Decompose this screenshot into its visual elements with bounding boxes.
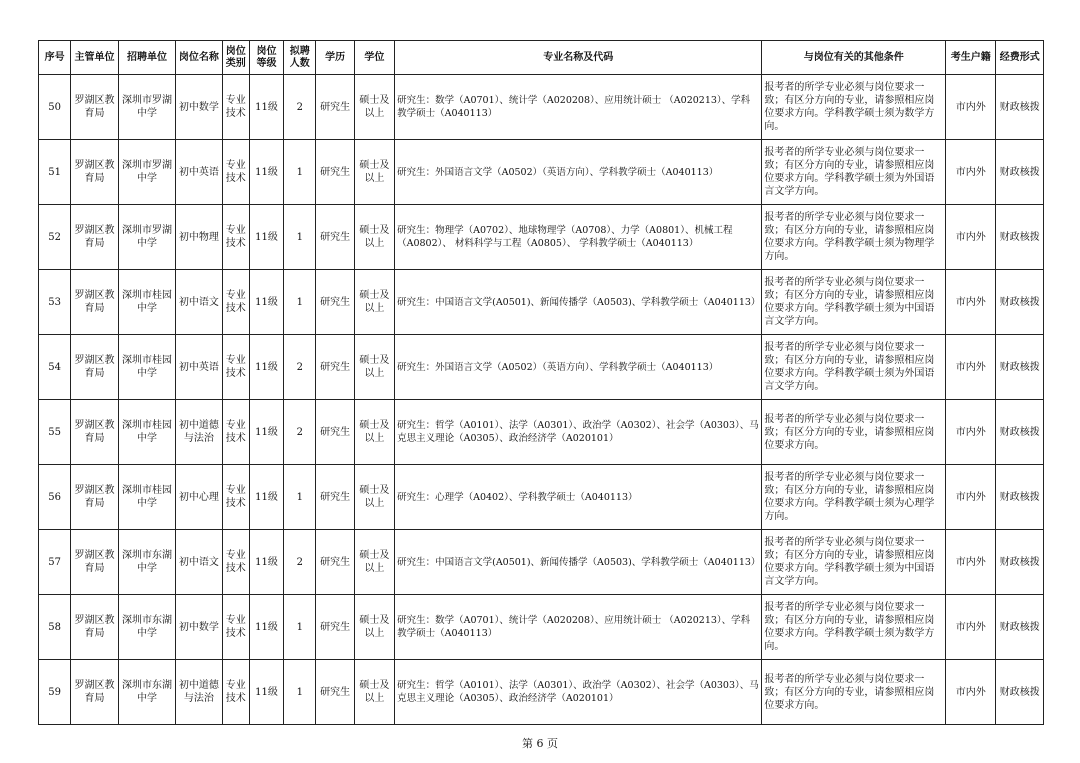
cell-degree: 硕士及以上	[354, 400, 394, 465]
header-employer: 招聘单位	[118, 41, 176, 75]
cell-category: 专业技术	[222, 400, 249, 465]
cell-level: 11级	[249, 465, 283, 530]
table-row	[39, 400, 1044, 465]
cell-degree: 硕士及以上	[354, 140, 394, 205]
header-count: 拟聘人数	[284, 41, 316, 75]
cell-level: 11级	[249, 75, 283, 140]
cell-conditions: 报考者的所学专业必须与岗位要求一致；有区分方向的专业，请参照相应岗位要求方向。学科教学硕士须为外国语言文学方向。	[762, 335, 946, 400]
cell-seq: 57	[39, 530, 71, 595]
cell-residency: 市内外	[946, 530, 996, 595]
cell-residency: 市内外	[946, 270, 996, 335]
cell-major: 研究生：中国语言文学(A0501)、新闻传播学（A0503)、学科教学硕士（A040113）	[395, 530, 762, 595]
cell-funding: 财政核拨	[996, 400, 1044, 465]
cell-dept: 罗湖区教育局	[71, 465, 118, 530]
table-row	[39, 335, 1044, 400]
cell-degree: 硕士及以上	[354, 465, 394, 530]
cell-conditions: 报考者的所学专业必须与岗位要求一致；有区分方向的专业，请参照相应岗位要求方向。	[762, 400, 946, 465]
cell-level: 11级	[249, 270, 283, 335]
cell-seq: 50	[39, 75, 71, 140]
cell-count: 1	[284, 465, 316, 530]
cell-employer: 深圳市罗湖中学	[118, 75, 176, 140]
cell-seq: 55	[39, 400, 71, 465]
header-seq: 序号	[39, 41, 71, 75]
cell-level: 11级	[249, 595, 283, 660]
cell-category: 专业技术	[222, 75, 249, 140]
header-position: 岗位名称	[176, 41, 222, 75]
cell-employer: 深圳市罗湖中学	[118, 205, 176, 270]
cell-position: 初中语文	[176, 530, 222, 595]
header-major: 专业名称及代码	[395, 41, 762, 75]
cell-dept: 罗湖区教育局	[71, 205, 118, 270]
cell-count: 2	[284, 530, 316, 595]
cell-major: 研究生：中国语言文学(A0501)、新闻传播学（A0503)、学科教学硕士（A040113）	[395, 270, 762, 335]
cell-dept: 罗湖区教育局	[71, 530, 118, 595]
cell-funding: 财政核拨	[996, 140, 1044, 205]
cell-conditions: 报考者的所学专业必须与岗位要求一致；有区分方向的专业，请参照相应岗位要求方向。学科教学硕士须为物理学方向。	[762, 205, 946, 270]
cell-conditions: 报考者的所学专业必须与岗位要求一致；有区分方向的专业，请参照相应岗位要求方向。学科教学硕士须为数学方向。	[762, 75, 946, 140]
cell-conditions: 报考者的所学专业必须与岗位要求一致；有区分方向的专业，请参照相应岗位要求方向。学科教学硕士须为中国语言文学方向。	[762, 270, 946, 335]
cell-position: 初中数学	[176, 595, 222, 660]
cell-level: 11级	[249, 335, 283, 400]
cell-education: 研究生	[316, 140, 354, 205]
cell-residency: 市内外	[946, 335, 996, 400]
header-education: 学历	[316, 41, 354, 75]
table-row	[39, 75, 1044, 140]
table-row	[39, 660, 1044, 725]
cell-position: 初中英语	[176, 335, 222, 400]
cell-category: 专业技术	[222, 140, 249, 205]
cell-level: 11级	[249, 205, 283, 270]
cell-funding: 财政核拨	[996, 75, 1044, 140]
cell-education: 研究生	[316, 530, 354, 595]
cell-education: 研究生	[316, 270, 354, 335]
cell-education: 研究生	[316, 595, 354, 660]
page-number: 第 6 页	[522, 737, 558, 750]
cell-residency: 市内外	[946, 465, 996, 530]
cell-employer: 深圳市罗湖中学	[118, 140, 176, 205]
cell-count: 1	[284, 270, 316, 335]
cell-major: 研究生：心理学（A0402）、学科教学硕士（A040113）	[395, 465, 762, 530]
cell-category: 专业技术	[222, 335, 249, 400]
cell-count: 2	[284, 335, 316, 400]
table-row	[39, 140, 1044, 205]
cell-degree: 硕士及以上	[354, 205, 394, 270]
cell-conditions: 报考者的所学专业必须与岗位要求一致；有区分方向的专业，请参照相应岗位要求方向。学科教学硕士须为中国语言文学方向。	[762, 530, 946, 595]
cell-dept: 罗湖区教育局	[71, 660, 118, 725]
cell-funding: 财政核拨	[996, 270, 1044, 335]
cell-category: 专业技术	[222, 595, 249, 660]
cell-residency: 市内外	[946, 595, 996, 660]
cell-count: 2	[284, 75, 316, 140]
cell-level: 11级	[249, 530, 283, 595]
cell-employer: 深圳市东湖中学	[118, 530, 176, 595]
cell-major: 研究生：外国语言文学（A0502）（英语方向）、学科教学硕士（A040113）	[395, 335, 762, 400]
header-level: 岗位等级	[249, 41, 283, 75]
cell-count: 1	[284, 205, 316, 270]
cell-position: 初中心理	[176, 465, 222, 530]
header-residency: 考生户籍	[946, 41, 996, 75]
cell-level: 11级	[249, 400, 283, 465]
cell-employer: 深圳市桂园中学	[118, 400, 176, 465]
cell-level: 11级	[249, 660, 283, 725]
cell-funding: 财政核拨	[996, 660, 1044, 725]
cell-level: 11级	[249, 140, 283, 205]
cell-education: 研究生	[316, 400, 354, 465]
cell-education: 研究生	[316, 205, 354, 270]
cell-seq: 59	[39, 660, 71, 725]
cell-seq: 58	[39, 595, 71, 660]
cell-degree: 硕士及以上	[354, 530, 394, 595]
cell-dept: 罗湖区教育局	[71, 270, 118, 335]
cell-position: 初中物理	[176, 205, 222, 270]
cell-count: 1	[284, 140, 316, 205]
cell-category: 专业技术	[222, 660, 249, 725]
cell-conditions: 报考者的所学专业必须与岗位要求一致；有区分方向的专业，请参照相应岗位要求方向。学科教学硕士须为心理学方向。	[762, 465, 946, 530]
cell-residency: 市内外	[946, 75, 996, 140]
table-row	[39, 465, 1044, 530]
cell-degree: 硕士及以上	[354, 270, 394, 335]
cell-funding: 财政核拨	[996, 335, 1044, 400]
cell-category: 专业技术	[222, 205, 249, 270]
cell-dept: 罗湖区教育局	[71, 400, 118, 465]
cell-degree: 硕士及以上	[354, 660, 394, 725]
cell-seq: 52	[39, 205, 71, 270]
cell-education: 研究生	[316, 660, 354, 725]
cell-dept: 罗湖区教育局	[71, 335, 118, 400]
cell-education: 研究生	[316, 335, 354, 400]
cell-employer: 深圳市东湖中学	[118, 660, 176, 725]
header-category: 岗位类别	[222, 41, 249, 75]
cell-dept: 罗湖区教育局	[71, 75, 118, 140]
table-row	[39, 530, 1044, 595]
header-funding: 经费形式	[996, 41, 1044, 75]
cell-residency: 市内外	[946, 400, 996, 465]
cell-position: 初中数学	[176, 75, 222, 140]
cell-position: 初中语文	[176, 270, 222, 335]
cell-count: 1	[284, 595, 316, 660]
cell-funding: 财政核拨	[996, 530, 1044, 595]
table-row	[39, 595, 1044, 660]
header-dept: 主管单位	[71, 41, 118, 75]
cell-employer: 深圳市桂园中学	[118, 270, 176, 335]
cell-major: 研究生：哲学（A0101）、法学（A0301）、政治学（A0302）、社会学（A0303）、马克思主义理论（A0305）、政治经济学（A020101）	[395, 660, 762, 725]
recruitment-table	[38, 40, 1044, 725]
cell-employer: 深圳市桂园中学	[118, 335, 176, 400]
cell-count: 2	[284, 400, 316, 465]
cell-conditions: 报考者的所学专业必须与岗位要求一致；有区分方向的专业，请参照相应岗位要求方向。	[762, 660, 946, 725]
cell-major: 研究生：数学（A0701）、统计学（A020208）、应用统计硕士 （A020213）、学科教学硕士（A040113）	[395, 595, 762, 660]
cell-residency: 市内外	[946, 205, 996, 270]
cell-major: 研究生：数学（A0701）、统计学（A020208）、应用统计硕士 （A020213）、学科教学硕士（A040113）	[395, 75, 762, 140]
table-row	[39, 205, 1044, 270]
cell-major: 研究生：物理学（A0702）、地球物理学（A0708）、力学（A0801）、机械工程（A0802）、 材料科学与工程（A0805）、 学科教学硕士（A040113）	[395, 205, 762, 270]
cell-degree: 硕士及以上	[354, 75, 394, 140]
cell-major: 研究生：外国语言文学（A0502）（英语方向）、学科教学硕士（A040113）	[395, 140, 762, 205]
cell-conditions: 报考者的所学专业必须与岗位要求一致；有区分方向的专业，请参照相应岗位要求方向。学科教学硕士须为数学方向。	[762, 595, 946, 660]
cell-residency: 市内外	[946, 140, 996, 205]
table-row	[39, 270, 1044, 335]
cell-position: 初中英语	[176, 140, 222, 205]
cell-education: 研究生	[316, 465, 354, 530]
header-degree: 学位	[354, 41, 394, 75]
cell-conditions: 报考者的所学专业必须与岗位要求一致；有区分方向的专业，请参照相应岗位要求方向。学科教学硕士须为外国语言文学方向。	[762, 140, 946, 205]
cell-education: 研究生	[316, 75, 354, 140]
cell-category: 专业技术	[222, 465, 249, 530]
cell-category: 专业技术	[222, 530, 249, 595]
cell-seq: 53	[39, 270, 71, 335]
cell-dept: 罗湖区教育局	[71, 595, 118, 660]
cell-employer: 深圳市东湖中学	[118, 595, 176, 660]
cell-funding: 财政核拨	[996, 205, 1044, 270]
cell-seq: 56	[39, 465, 71, 530]
cell-major: 研究生：哲学（A0101）、法学（A0301）、政治学（A0302）、社会学（A0303）、马克思主义理论（A0305）、政治经济学（A020101）	[395, 400, 762, 465]
header-conditions: 与岗位有关的其他条件	[762, 41, 946, 75]
cell-category: 专业技术	[222, 270, 249, 335]
cell-seq: 54	[39, 335, 71, 400]
header-row	[39, 41, 1044, 75]
cell-position: 初中道德与法治	[176, 400, 222, 465]
cell-degree: 硕士及以上	[354, 335, 394, 400]
cell-funding: 财政核拨	[996, 595, 1044, 660]
cell-count: 1	[284, 660, 316, 725]
cell-degree: 硕士及以上	[354, 595, 394, 660]
cell-residency: 市内外	[946, 660, 996, 725]
cell-position: 初中道德与法治	[176, 660, 222, 725]
cell-funding: 财政核拨	[996, 465, 1044, 530]
cell-seq: 51	[39, 140, 71, 205]
cell-employer: 深圳市桂园中学	[118, 465, 176, 530]
cell-dept: 罗湖区教育局	[71, 140, 118, 205]
